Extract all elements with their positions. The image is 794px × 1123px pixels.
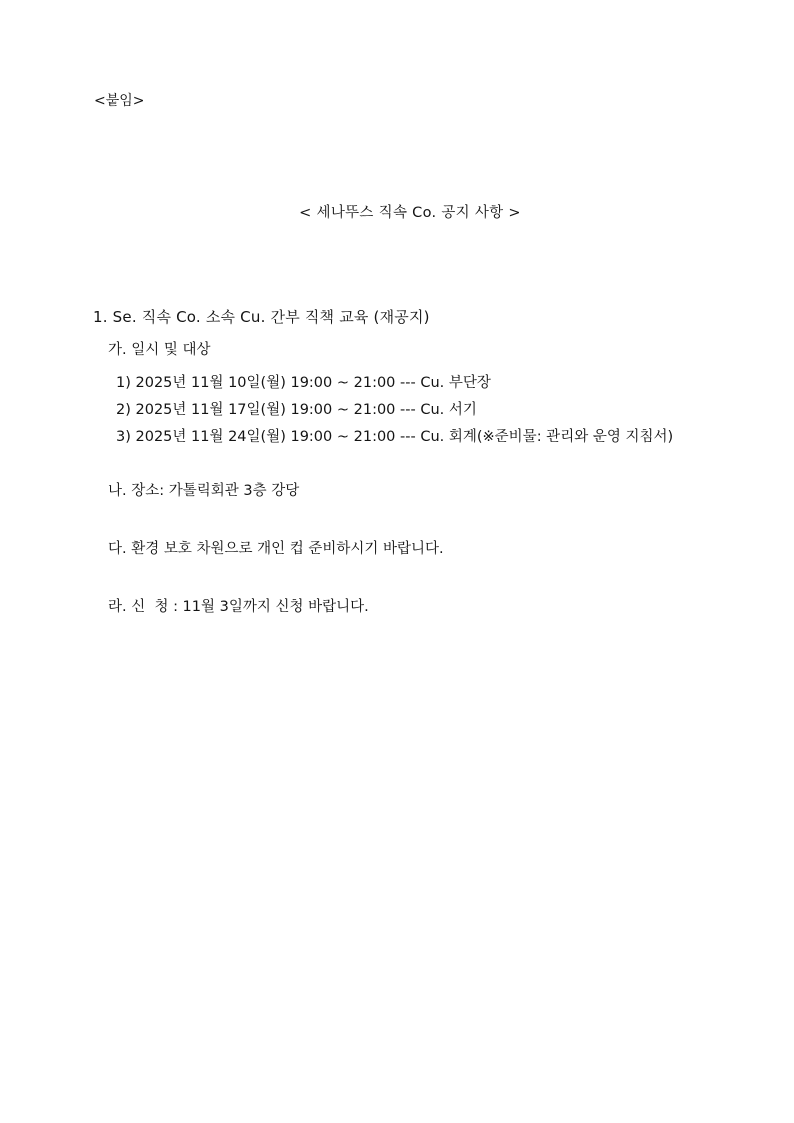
section-heading: 1. Se. 직속 Co. 소속 Cu. 간부 직책 교육 (재공지): [93, 308, 430, 326]
item-d-application: 라. 신 청 : 11월 3일까지 신청 바랍니다.: [108, 599, 369, 615]
document-title: < 세나뚜스 직속 Co. 공지 사항 >: [299, 205, 521, 221]
schedule-item: 2) 2025년 11월 17일(월) 19:00 ~ 21:00 --- Cu. 서기: [116, 402, 477, 418]
item-c-note: 다. 환경 보호 차원으로 개인 컵 준비하시기 바랍니다.: [108, 541, 444, 557]
attachment-label: <붙임>: [94, 93, 145, 109]
item-b-location: 나. 장소: 가톨릭회관 3층 강당: [108, 483, 300, 499]
item-a-label: 가. 일시 및 대상: [108, 342, 211, 358]
schedule-item: 3) 2025년 11월 24일(월) 19:00 ~ 21:00 --- Cu. 회계(※준비물: 관리와 운영 지침서): [116, 429, 674, 445]
schedule-item: 1) 2025년 11월 10일(월) 19:00 ~ 21:00 --- Cu. 부단장: [116, 375, 491, 391]
